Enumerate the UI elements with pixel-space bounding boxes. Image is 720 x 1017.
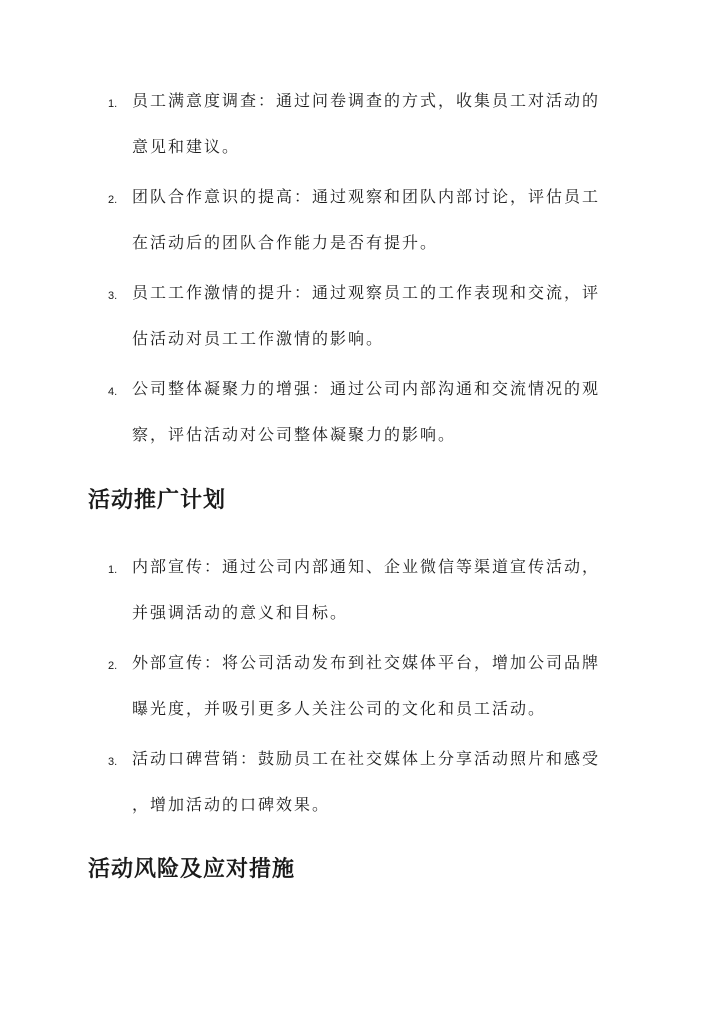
list-item bbox=[0, 653, 720, 749]
section-heading-risk: 活动风险及应对措施 bbox=[88, 856, 296, 882]
list-item-text: 外部宣传：将公司活动发布到社交媒体平台，增加公司品牌 bbox=[132, 653, 601, 672]
list-item-text-continued: 曝光度，并吸引更多人关注公司的文化和员工活动。 bbox=[132, 699, 547, 718]
list-item-text-continued: ，增加活动的口碑效果。 bbox=[132, 795, 331, 814]
list-item-text: 活动口碑营销：鼓励员工在社交媒体上分享活动照片和感受 bbox=[132, 749, 601, 768]
promotion-list bbox=[0, 557, 720, 845]
list-item-text: 公司整体凝聚力的增强：通过公司内部沟通和交流情况的观 bbox=[132, 379, 601, 398]
list-item-text-continued: 察，评估活动对公司整体凝聚力的影响。 bbox=[132, 425, 457, 444]
list-number: 1. bbox=[108, 98, 118, 110]
list-number: 3. bbox=[108, 756, 118, 768]
list-item-text: 员工满意度调查：通过问卷调查的方式，收集员工对活动的 bbox=[132, 91, 601, 110]
list-item bbox=[0, 749, 720, 845]
list-item-text-continued: 估活动对员工工作激情的影响。 bbox=[132, 329, 385, 348]
list-item-text: 内部宣传：通过公司内部通知、企业微信等渠道宣传活动， bbox=[132, 557, 601, 576]
list-item-text-continued: 意见和建议。 bbox=[132, 137, 241, 156]
list-number: 2. bbox=[108, 660, 118, 672]
evaluation-list bbox=[0, 91, 720, 475]
list-item-text: 团队合作意识的提高：通过观察和团队内部讨论，评估员工 bbox=[132, 187, 601, 206]
section-heading-promotion: 活动推广计划 bbox=[88, 487, 227, 513]
list-number: 2. bbox=[108, 194, 118, 206]
list-item bbox=[0, 187, 720, 283]
list-item bbox=[0, 379, 720, 475]
list-item-text-continued: 并强调活动的意义和目标。 bbox=[132, 603, 349, 622]
list-item-text: 员工工作激情的提升：通过观察员工的工作表现和交流，评 bbox=[132, 283, 601, 302]
list-number: 3. bbox=[108, 290, 118, 302]
list-item-text-continued: 在活动后的团队合作能力是否有提升。 bbox=[132, 233, 439, 252]
list-item bbox=[0, 283, 720, 379]
list-item bbox=[0, 91, 720, 187]
list-number: 4. bbox=[108, 386, 118, 398]
list-item bbox=[0, 557, 720, 653]
list-number: 1. bbox=[108, 564, 118, 576]
